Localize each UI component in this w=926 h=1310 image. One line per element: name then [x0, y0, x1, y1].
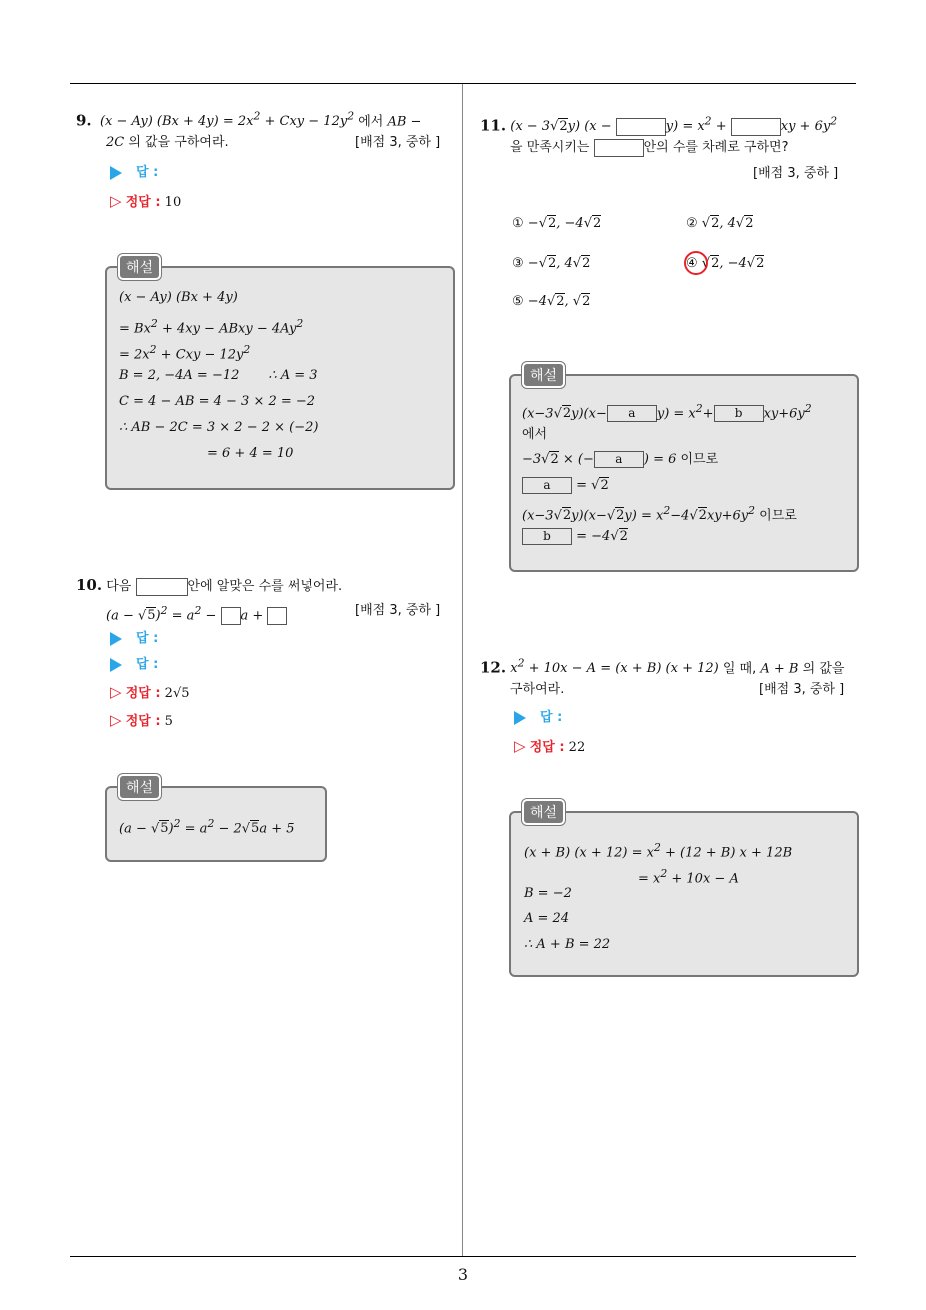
- q9-equation: (x − Ay) $(Bx + 4y) = 2x^2$ + Cxy − $12y^2$: [99, 110, 355, 130]
- q11-choice-2[interactable]: ② √2, 4√2: [686, 216, 754, 231]
- q11-explanation-tag: 해설: [522, 362, 565, 388]
- q11-ex-line: $(x-3√2y)(x-√2y) = x^2-4√2xy+6y^2$ 이므로: [522, 504, 797, 524]
- q12-number: 12.: [480, 658, 507, 677]
- play-icon: [110, 166, 122, 180]
- q9-ex-line: (x − Ay) (Bx + 4y): [119, 290, 238, 305]
- triangle-outline-icon: ▷: [110, 711, 122, 729]
- q12-ex-line: (x + B) $(x + 12) = x^2 + (12 + B) x + 12B$: [524, 841, 793, 861]
- q9-correct-row: ▷ 정답 : 10: [110, 192, 182, 210]
- q12-stem-line1: 12. $x^2 + 10x - A = (x + B) (x + 12)$ 일 때, A + B 의 값을: [480, 657, 845, 677]
- answer-blank: [594, 139, 644, 157]
- bottom-rule: [70, 1256, 856, 1257]
- q12-ex-line: ∴ A + B = 22: [524, 937, 611, 952]
- q10-equation: $(a - √5)^2 = a^2 - a$ +: [106, 598, 287, 629]
- q11-number: 11.: [480, 116, 507, 135]
- answer-blank: [731, 118, 781, 136]
- triangle-outline-icon: ▷: [110, 192, 122, 210]
- q10-ex-line: $(a - √5)^2 = a^2 - 2√5a + 5$: [119, 817, 295, 837]
- q10-correct-row: ▷ 정답 : 2√5: [110, 683, 190, 701]
- play-icon: [110, 632, 122, 646]
- answer-blank: [616, 118, 666, 136]
- q11-choice-5[interactable]: ⑤ −4√2, √2: [512, 294, 591, 309]
- q12-explanation-tag: 해설: [522, 799, 565, 825]
- top-rule: [70, 83, 856, 84]
- q9-ex-line: ∴ AB − 2C = 3 × 2 − 2 × (−2): [119, 420, 319, 435]
- q9-ex-line: C = 4 − AB = 4 − 3 × 2 = −2: [119, 394, 316, 409]
- answer-blank: [221, 607, 241, 625]
- q9-score: [배점 3, 중하 ]: [355, 135, 441, 150]
- q11-stem-line2: 을 만족시키는 안의 수를 차례로 구하면?: [510, 140, 789, 155]
- q12-stem-line2: 구하여라.: [510, 682, 565, 697]
- q10-correct-value: 2√5: [164, 686, 190, 701]
- q9-answer-row: 답 :: [110, 160, 158, 186]
- q10-score: [배점 3, 중하 ]: [355, 603, 441, 618]
- q12-ex-line: A = 24: [524, 911, 570, 926]
- q9-stem-line2-text: 의 값을 구하여라.: [128, 135, 229, 150]
- q11-choice-1[interactable]: ① −√2, −4√2: [512, 216, 602, 231]
- selected-answer-circle: [684, 251, 708, 275]
- q9-stem-line1: 9. (x − Ay) $(Bx + 4y) = 2x^2$ + Cxy − $12y^2$ 에서 AB −: [76, 110, 422, 130]
- answer-blank: [136, 578, 188, 596]
- play-icon: [110, 658, 122, 672]
- q9-ex-line: B = 2, −4A = −12 ∴ A = 3: [119, 368, 318, 383]
- q11-stem-line1: 11. (x − 3√2y) $(x - y) = x^2$ + xy + $6y^2$: [480, 115, 838, 135]
- q9-ex-line: = $Bx^2 + 4xy$ − ABxy − $4Ay^2$: [119, 317, 304, 337]
- q10-stem-line1: 10. 다음 안에 알맞은 수를 써넣어라.: [76, 576, 343, 594]
- q12-answer-row: 답 :: [514, 705, 562, 731]
- q9-ex-line: = $2x^2$ + Cxy − $12y^2$: [119, 343, 251, 363]
- q9-stem-line2: 2C 의 값을 구하여라.: [106, 135, 229, 150]
- q11-ex-line: 에서: [522, 427, 548, 442]
- triangle-outline-icon: ▷: [110, 683, 122, 701]
- q12-score: [배점 3, 중하 ]: [759, 682, 845, 697]
- q10-correct-row: ▷ 정답 : 5: [110, 711, 173, 729]
- triangle-outline-icon: ▷: [514, 737, 526, 755]
- answer-blank: [267, 607, 287, 625]
- q11-choice-4[interactable]: ④ √2, −4√2: [686, 256, 765, 271]
- q11-ex-line: b = −4√2: [522, 524, 628, 550]
- q9-correct-value: 10: [164, 195, 182, 210]
- q11-score: [배점 3, 중하 ]: [753, 166, 839, 181]
- q12-ex-line: B = −2: [524, 886, 572, 901]
- q9-number: 9.: [76, 111, 92, 130]
- q10-number: 10.: [76, 576, 103, 594]
- q11-ex-line: (x−3√2y)(x− a $y) = x^2+ b$ $xy+6y^2$: [522, 402, 812, 422]
- q10-explanation-tag: 해설: [118, 774, 161, 800]
- q10-correct-value: 5: [164, 714, 173, 729]
- q9-stem-tail: 에서: [358, 114, 384, 130]
- q12-correct-value: 22: [568, 740, 586, 755]
- q11-choice-3[interactable]: ③ −√2, 4√2: [512, 256, 591, 271]
- play-icon: [514, 711, 526, 725]
- q11-ex-line: a = √2: [522, 473, 609, 499]
- q10-answer-row: 답 :: [110, 652, 158, 678]
- q10-answer-row: 답 :: [110, 626, 158, 652]
- q11-ex-line: −3√2 × (− a ) = 6 이므로: [522, 452, 719, 467]
- q9-ex-line: = 6 + 4 = 10: [207, 446, 294, 461]
- page-number: 3: [457, 1265, 469, 1284]
- column-divider: [462, 84, 463, 1256]
- q9-explanation-tag: 해설: [118, 254, 161, 280]
- q12-ex-line: = $x^2 + 10x - A$: [638, 867, 739, 887]
- q12-correct-row: ▷ 정답 : 22: [514, 737, 586, 755]
